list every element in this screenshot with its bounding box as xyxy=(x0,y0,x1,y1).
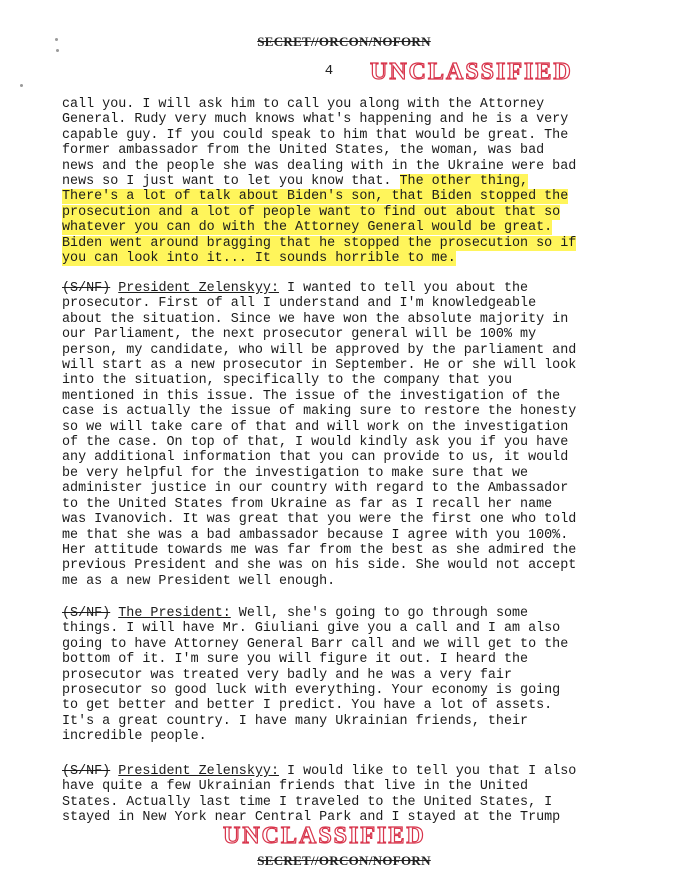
text-line: previous President and she was on his side. She would not accept xyxy=(62,558,577,574)
classification-marking: (S/NF) xyxy=(62,764,111,779)
text-line: prosecutor. First of all I understand and I'm knowledgeable xyxy=(62,296,537,312)
paragraph-zelenskyy-2 xyxy=(62,764,642,826)
text-line: to the United States from Ukraine as far as I recall her name xyxy=(62,496,553,512)
paragraph-zelenskyy-1 xyxy=(62,281,642,589)
unclassified-stamp-top: UNCLASSIFIED xyxy=(370,59,573,85)
text-line: Well, she's going to go through some xyxy=(230,606,529,621)
text-line: news so I just want to let you know that. xyxy=(62,174,400,190)
text-line: me as a new President well enough. xyxy=(62,573,336,589)
text-line: me that she was a bad ambassador because I agree with you 100%. xyxy=(62,527,569,543)
text-line: General. Rudy very much knows what's happening and he is a very xyxy=(62,112,569,128)
highlighted-text: you can look into it... It sounds horrible to me. xyxy=(62,251,456,267)
text-line: prosecutor was treated very badly and he was a very fair xyxy=(62,667,512,683)
text-line: capable guy. If you could speak to him that would be great. The xyxy=(62,127,569,143)
text-line: to get better and better I predict. You have a lot of assets. xyxy=(62,698,553,714)
speaker-label: President Zelenskyy: xyxy=(118,764,279,779)
highlighted-text: Biden went around bragging that he stopped the prosecution so if xyxy=(62,235,577,251)
text-line: will start as a new prosecutor in September. He or she will look xyxy=(62,358,577,374)
highlighted-text: whatever you can do with the Attorney General would be great. xyxy=(62,220,553,236)
text-line: so we will take care of that and will work on the investigation xyxy=(62,419,569,435)
text-line: former ambassador from the United States, the woman, was bad xyxy=(62,143,545,159)
text-line: have quite a few Ukrainian friends that live in the United xyxy=(62,779,529,795)
page-number: 4 xyxy=(324,63,334,79)
text-line: things. I will have Mr. Giuliani give you a call and I am also xyxy=(62,621,561,637)
text-line: bottom of it. I'm sure you will figure it out. I heard the xyxy=(62,652,529,668)
text-line: I would like to tell you that I also xyxy=(278,764,577,779)
text-line: administer justice in our country with regard to the Ambassador xyxy=(62,481,569,497)
text-line: call you. I will ask him to call you along with the Attorney xyxy=(62,97,545,112)
text-line: was Ivanovich. It was great that you were the first one who told xyxy=(62,512,577,528)
unclassified-stamp-bottom: UNCLASSIFIED xyxy=(223,823,426,849)
text-line: our Parliament, the next prosecutor general will be 100% my xyxy=(62,327,537,343)
speaker-label: The President: xyxy=(118,606,231,621)
text-line: incredible people. xyxy=(62,729,207,745)
speaker-label: President Zelenskyy: xyxy=(118,281,279,296)
text-line: It's a great country. I have many Ukrainian friends, their xyxy=(62,713,529,729)
classification-marking: (S/NF) xyxy=(62,281,111,296)
text-line: any additional information that you can provide to us, it would xyxy=(62,450,569,466)
paragraph-trump-2 xyxy=(62,606,642,745)
text-line: of the case. On top of that, I would kindly ask you if you have xyxy=(62,435,569,451)
text-line: be very helpful for the investigation to make sure that we xyxy=(62,465,529,481)
text-line: prosecutor so good luck with everything. Your economy is going xyxy=(62,683,561,699)
scan-speck xyxy=(20,84,23,87)
text-line: Her attitude towards me was far from the best as she admired the xyxy=(62,542,577,558)
highlighted-text: The other thing, xyxy=(399,174,529,190)
text-line: news and the people she was dealing with in the Ukraine were bad xyxy=(62,158,577,174)
classification-marking: (S/NF) xyxy=(62,606,111,621)
text-line: stayed in New York near Central Park and I stayed at the Trump xyxy=(62,810,561,826)
text-line: into the situation, specifically to the company that you xyxy=(62,373,512,389)
paragraph-trump-1 xyxy=(62,97,642,266)
text-line: I wanted to tell you about the xyxy=(278,281,529,296)
classification-footer: SECRET//ORCON/NOFORN xyxy=(257,853,431,868)
text-line: case is actually the issue of making sure to restore the honesty xyxy=(62,404,577,420)
text-line: mentioned in this issue. The issue of the investigation of the xyxy=(62,388,561,404)
text-line: person, my candidate, who will be approved by the parliament and xyxy=(62,342,577,358)
text-line: about the situation. Since we have won the absolute majority in xyxy=(62,311,569,327)
text-line: going to have Attorney General Barr call and we will get to the xyxy=(62,636,569,652)
highlighted-text: prosecution and a lot of people want to find out about that so xyxy=(62,204,561,220)
classification-header: SECRET//ORCON/NOFORN xyxy=(257,34,431,49)
highlighted-text: There's a lot of talk about Biden's son, that Biden stopped the xyxy=(62,189,569,205)
text-line: States. Actually last time I traveled to the United States, I xyxy=(62,794,553,810)
